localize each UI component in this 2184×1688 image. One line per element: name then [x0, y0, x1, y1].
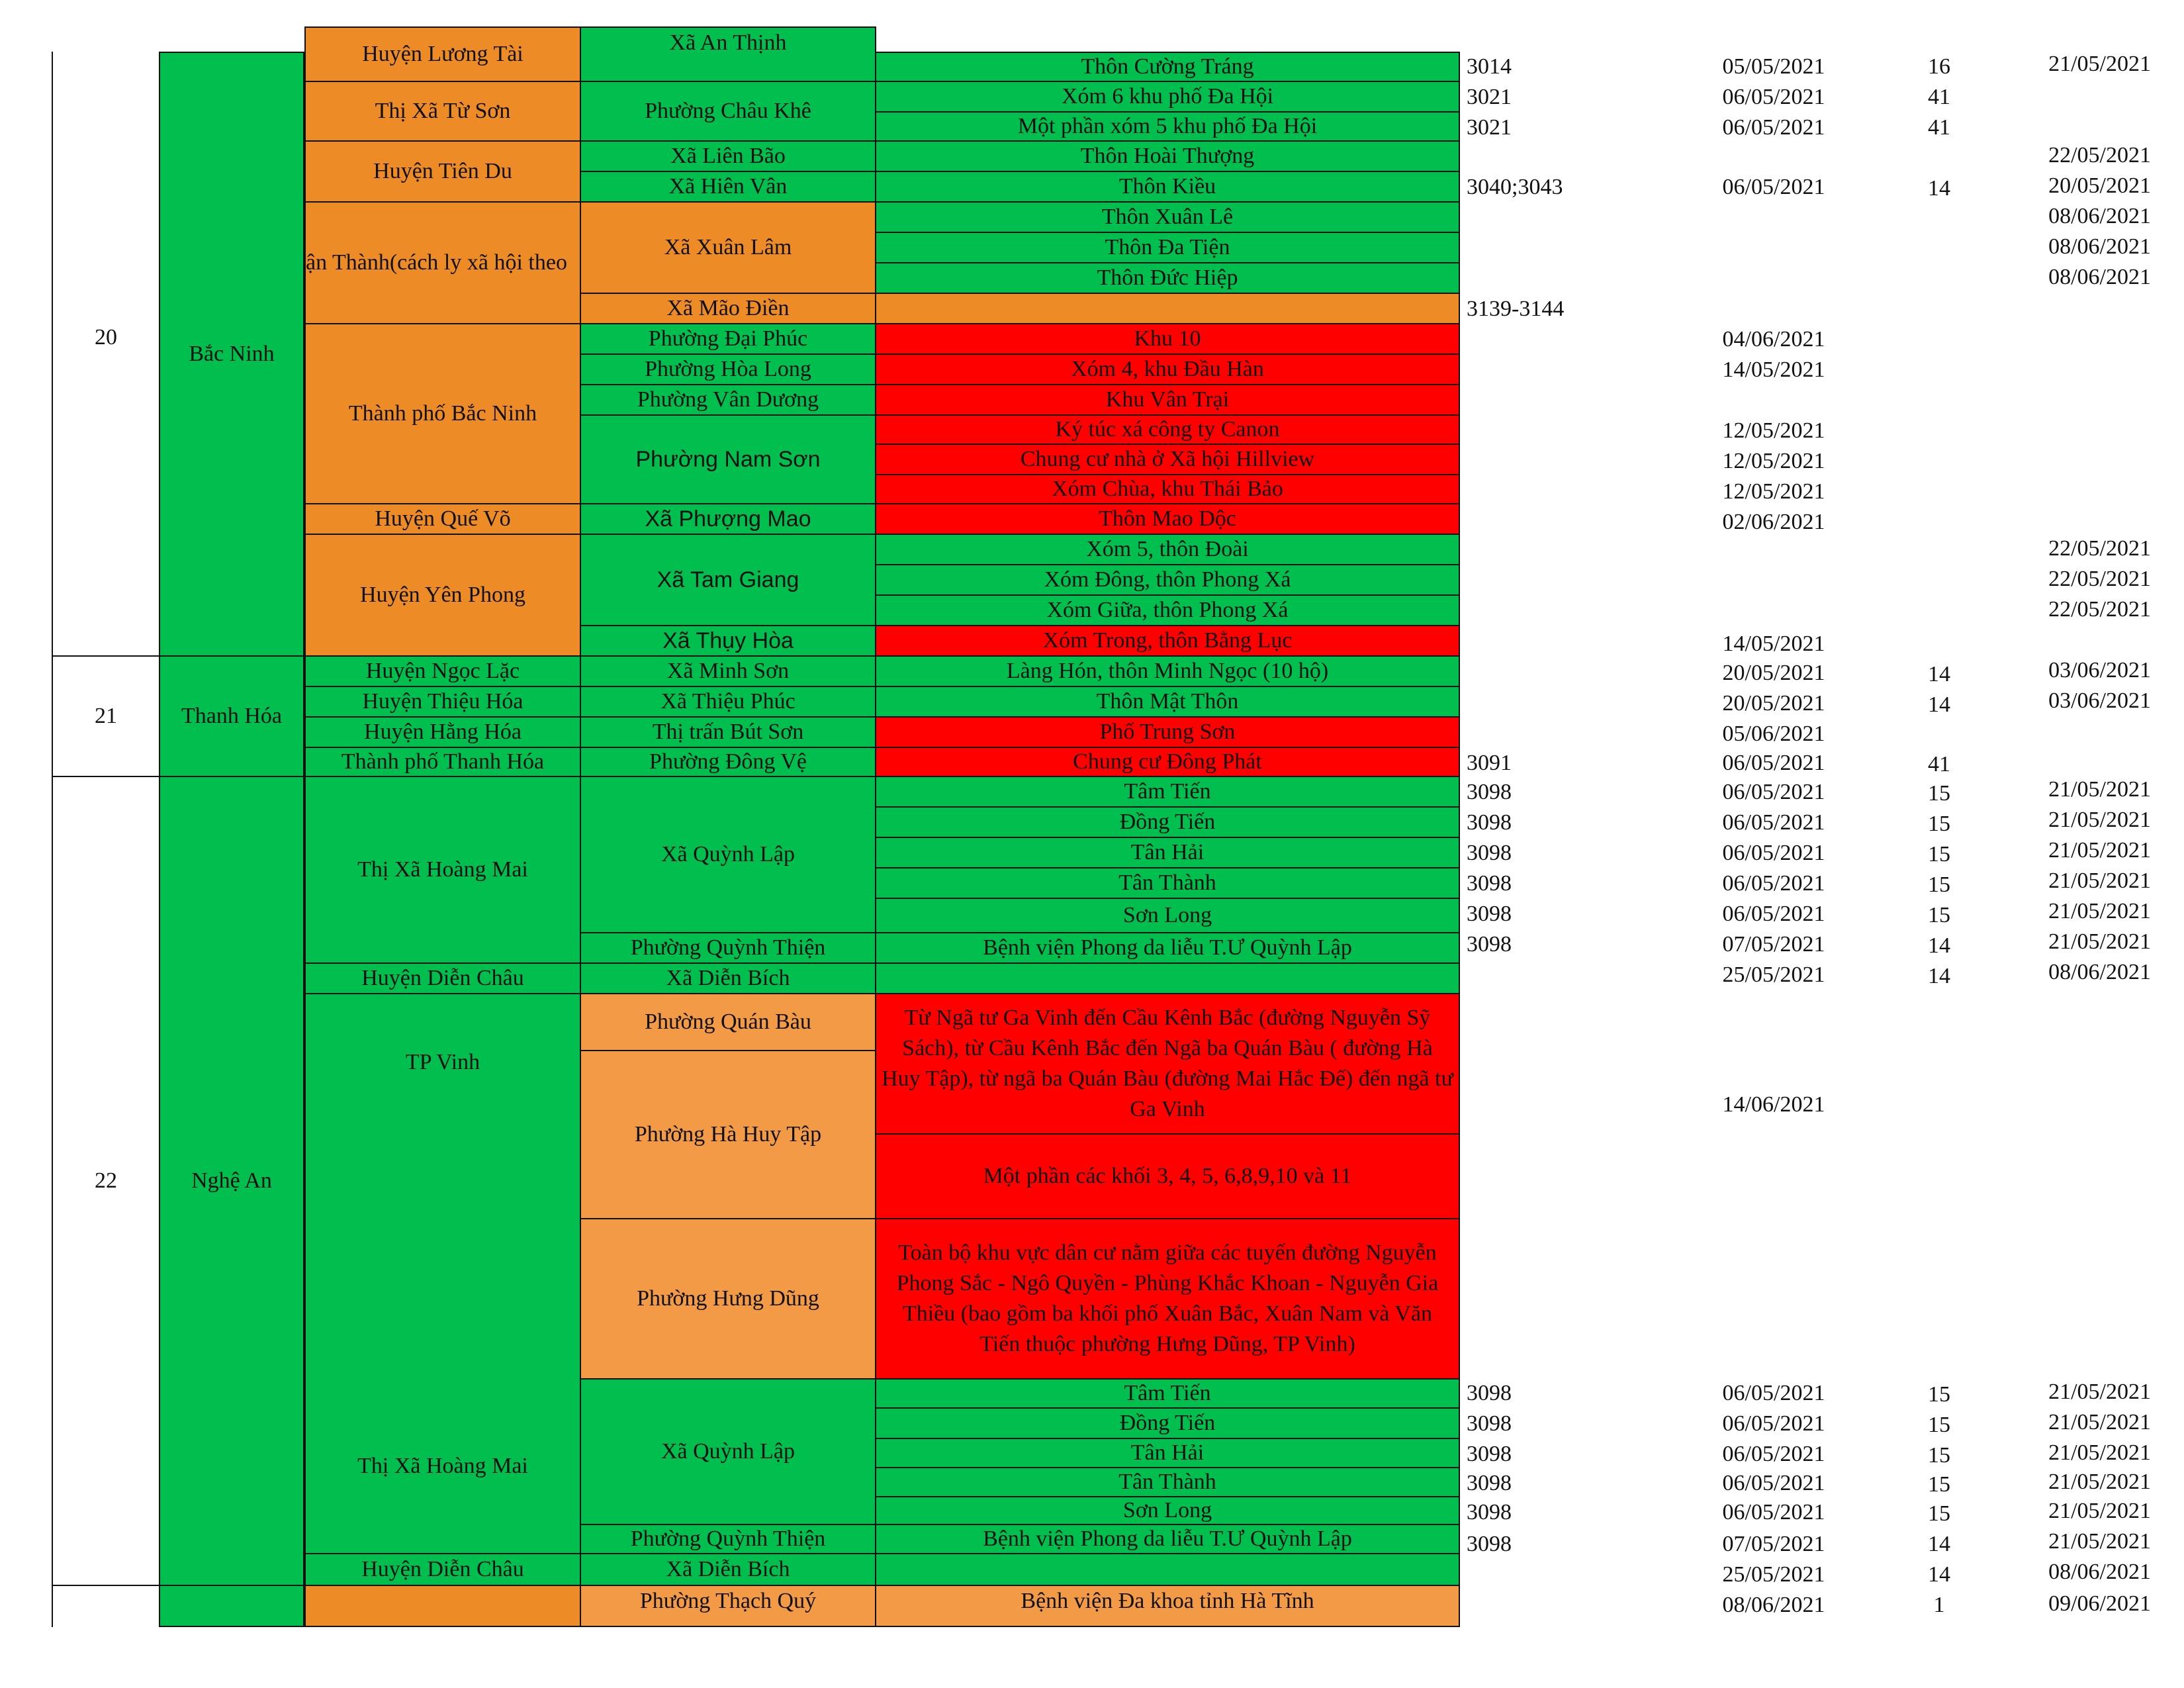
district-cell: Huyện Thiệu Hóa: [304, 686, 581, 718]
ward-cell: Phường Đông Vệ: [580, 747, 876, 777]
duration-days: 14: [1928, 964, 1950, 988]
end-date: 08/06/2021: [2048, 960, 2151, 984]
area-cell: Làng Hón, thôn Minh Ngọc (10 hộ): [875, 655, 1460, 687]
area-cell: Tân Hải: [875, 837, 1460, 868]
end-date: 21/05/2021: [2048, 1499, 2151, 1523]
end-date: 08/06/2021: [2048, 1560, 2151, 1584]
area-cell: Bệnh viện Phong da liễu T.Ư Quỳnh Lập: [875, 932, 1460, 964]
case-number: 3021: [1467, 115, 1512, 140]
end-date: 22/05/2021: [2048, 597, 2151, 622]
start-date: 05/05/2021: [1722, 54, 1825, 79]
start-date: 06/05/2021: [1722, 1500, 1825, 1524]
start-date: 12/05/2021: [1722, 479, 1825, 504]
ward-cell: Xã Diễn Bích: [580, 962, 876, 994]
district-cell: Thành phố Thanh Hóa: [304, 747, 581, 777]
duration-days: 14: [1928, 692, 1950, 717]
start-date: 06/05/2021: [1722, 871, 1825, 896]
case-number: 3040;3043: [1467, 175, 1563, 199]
ward-cell: Phường Quán Bàu: [580, 993, 876, 1051]
end-date: 09/06/2021: [2048, 1591, 2151, 1616]
ward-cell: Xã Minh Sơn: [580, 655, 876, 687]
area-cell: Phố Trung Sơn: [875, 716, 1460, 748]
start-date: 06/05/2021: [1722, 1471, 1825, 1495]
duration-days: 14: [1928, 176, 1950, 201]
ward-cell: Xã Quỳnh Lập: [580, 1378, 876, 1525]
province-cell: Thanh Hóa: [159, 655, 304, 777]
area-cell: Khu Vân Trại: [875, 384, 1460, 416]
ward-cell: Phường Thạch Quý: [580, 1585, 876, 1627]
start-date: 06/05/2021: [1722, 841, 1825, 865]
ward-cell: Phường Hưng Dũng: [580, 1218, 876, 1380]
case-number: 3098: [1467, 902, 1512, 926]
ward-cell: Xã Xuân Lâm: [580, 201, 876, 294]
start-date: 25/05/2021: [1722, 962, 1825, 987]
district-cell: Thành phố Bắc Ninh: [304, 323, 581, 504]
case-number: 3021: [1467, 85, 1512, 109]
area-cell: Xóm 6 khu phố Đa Hội: [875, 81, 1460, 113]
start-date: 06/05/2021: [1722, 115, 1825, 140]
start-date: 06/05/2021: [1722, 810, 1825, 835]
area-cell: Xóm Giữa, thôn Phong Xá: [875, 594, 1460, 626]
start-date: 20/05/2021: [1722, 661, 1825, 685]
grid-line: [52, 52, 53, 1627]
area-cell: Ký túc xá công ty Canon: [875, 414, 1460, 445]
end-date: 21/05/2021: [2048, 838, 2151, 863]
duration-days: 41: [1928, 85, 1950, 109]
ward-cell: Phường Hòa Long: [580, 353, 876, 385]
case-number: 3098: [1467, 1500, 1512, 1524]
district-cell: Huyện Ngọc Lặc: [304, 655, 581, 687]
end-date: 21/05/2021: [2048, 777, 2151, 802]
end-date: 08/06/2021: [2048, 265, 2151, 289]
duration-days: 15: [1928, 812, 1950, 836]
end-date: 21/05/2021: [2048, 52, 2151, 76]
ward-cell: Phường Quỳnh Thiện: [580, 1524, 876, 1554]
ward-cell: Xã Thụy Hòa: [580, 625, 876, 657]
start-date: 06/05/2021: [1722, 751, 1825, 775]
case-number: 3098: [1467, 1442, 1512, 1466]
duration-days: 41: [1928, 115, 1950, 140]
area-cell: Một phần các khối 3, 4, 5, 6,8,9,10 và 11: [875, 1133, 1460, 1219]
start-date: 07/05/2021: [1722, 1532, 1825, 1556]
area-cell: Tân Thành: [875, 867, 1460, 899]
ward-cell: Xã Quỳnh Lập: [580, 776, 876, 933]
duration-days: 15: [1928, 903, 1950, 927]
end-date: 21/05/2021: [2048, 1440, 2151, 1465]
area-cell: Thôn Hoài Thượng: [875, 140, 1460, 172]
end-date: 21/05/2021: [2048, 899, 2151, 923]
case-number: 3139-3144: [1467, 297, 1565, 321]
area-cell: Sơn Long: [875, 1496, 1460, 1525]
area-cell: Tâm Tiến: [875, 1378, 1460, 1409]
ward-cell: Xã Diễn Bích: [580, 1553, 876, 1586]
start-date: 02/06/2021: [1722, 510, 1825, 534]
duration-days: 15: [1928, 1472, 1950, 1497]
end-date: 21/05/2021: [2048, 929, 2151, 954]
duration-days: 14: [1928, 1532, 1950, 1556]
start-date: 06/05/2021: [1722, 1442, 1825, 1466]
area-cell: Bệnh viện Đa khoa tỉnh Hà Tĩnh: [875, 1585, 1460, 1627]
district-cell: Thị Xã Hoàng Mai: [306, 1417, 580, 1516]
ward-cell: Phường Vân Dương: [580, 384, 876, 416]
end-date: 08/06/2021: [2048, 204, 2151, 228]
case-number: 3098: [1467, 1471, 1512, 1495]
area-cell: Thôn Đa Tiện: [875, 232, 1460, 263]
duration-days: 15: [1928, 842, 1950, 867]
end-date: 20/05/2021: [2048, 173, 2151, 198]
area-cell: Bệnh viện Phong da liễu T.Ư Quỳnh Lập: [875, 1524, 1460, 1554]
area-cell: [875, 962, 1460, 994]
start-date: 06/05/2021: [1722, 1411, 1825, 1436]
grid-line: [52, 655, 159, 657]
case-number: 3098: [1467, 841, 1512, 865]
ward-cell: Phường Quỳnh Thiện: [580, 932, 876, 964]
district-cell: Huyện Tiên Du: [304, 140, 581, 203]
end-date: 21/05/2021: [2048, 1380, 2151, 1404]
area-cell: Sơn Long: [875, 898, 1460, 933]
area-cell: Tân Thành: [875, 1467, 1460, 1497]
start-date: 20/05/2021: [1722, 691, 1825, 716]
province-cell: Bắc Ninh: [159, 52, 304, 657]
start-date: 06/05/2021: [1722, 780, 1825, 804]
ward-cell: Xã Thiệu Phúc: [580, 686, 876, 718]
end-date: 03/06/2021: [2048, 658, 2151, 682]
end-date: 22/05/2021: [2048, 567, 2151, 591]
ward-cell: Phường Nam Sơn: [580, 414, 876, 504]
case-number: 3098: [1467, 1532, 1512, 1556]
end-date: 21/05/2021: [2048, 1529, 2151, 1554]
district-cell: Huyện Diễn Châu: [304, 1553, 581, 1586]
duration-days: 15: [1928, 1382, 1950, 1407]
ward-cell: Xã Hiên Vân: [580, 171, 876, 203]
case-number: 3098: [1467, 1411, 1512, 1436]
case-number: 3098: [1467, 871, 1512, 896]
area-cell: Xóm Đông, thôn Phong Xá: [875, 564, 1460, 596]
start-date: 12/05/2021: [1722, 418, 1825, 443]
duration-days: 14: [1928, 933, 1950, 958]
ward-cell: Phường Châu Khê: [580, 81, 876, 142]
duration-days: 41: [1928, 752, 1950, 776]
start-date: 14/06/2021: [1722, 1092, 1825, 1117]
district-cell: Huyện Lương Tài: [304, 26, 581, 82]
area-cell: Một phần xóm 5 khu phố Đa Hội: [875, 111, 1460, 142]
area-cell: [875, 1553, 1460, 1586]
province-cell: Nghệ An: [159, 776, 304, 1586]
district-cell: Thị Xã Từ Sơn: [304, 81, 581, 142]
district-cell: Huyện Diễn Châu: [304, 962, 581, 994]
district-cell: Huyện Hằng Hóa: [304, 716, 581, 748]
duration-days: 15: [1928, 1501, 1950, 1526]
start-date: 05/06/2021: [1722, 722, 1825, 746]
end-date: 22/05/2021: [2048, 536, 2151, 561]
area-cell: Tâm Tiến: [875, 776, 1460, 808]
start-date: 14/05/2021: [1722, 632, 1825, 656]
area-cell: Tân Hải: [875, 1438, 1460, 1468]
case-number: 3098: [1467, 810, 1512, 835]
district-cell: Huyện Quế Võ: [304, 503, 581, 535]
area-cell: Xóm 4, khu Đầu Hàn: [875, 353, 1460, 385]
start-date: 06/05/2021: [1722, 85, 1825, 109]
area-cell: [875, 293, 1460, 324]
end-date: 03/06/2021: [2048, 688, 2151, 713]
district-cell: TP Vinh: [304, 993, 581, 1554]
ward-cell: Xã Mão Điền: [580, 293, 876, 324]
area-cell: Thôn Mao Dộc: [875, 503, 1460, 535]
end-date: 21/05/2021: [2048, 868, 2151, 893]
start-date: 12/05/2021: [1722, 449, 1825, 473]
duration-days: 15: [1928, 781, 1950, 806]
start-date: 25/05/2021: [1722, 1562, 1825, 1587]
case-number: 3098: [1467, 780, 1512, 804]
end-date: 21/05/2021: [2048, 1470, 2151, 1494]
ward-cell: Xã An Thịnh: [580, 26, 876, 82]
duration-days: 14: [1928, 662, 1950, 686]
duration-days: 15: [1928, 1413, 1950, 1437]
area-cell: Xóm Trong, thôn Bằng Lục: [875, 625, 1460, 657]
start-date: 07/05/2021: [1722, 932, 1825, 957]
start-date: 04/06/2021: [1722, 327, 1825, 352]
start-date: 06/05/2021: [1722, 175, 1825, 199]
end-date: 21/05/2021: [2048, 1410, 2151, 1434]
area-cell: Đồng Tiến: [875, 806, 1460, 838]
area-cell: Chung cư Đông Phát: [875, 747, 1460, 777]
grid-line: [52, 776, 159, 777]
area-cell: Thôn Kiều: [875, 171, 1460, 203]
duration-days: 16: [1928, 54, 1950, 79]
case-number: 3098: [1467, 932, 1512, 957]
start-date: 08/06/2021: [1722, 1593, 1825, 1617]
ward-cell: Xã Tam Giang: [580, 534, 876, 626]
grid-line: [52, 1585, 159, 1586]
end-date: 21/05/2021: [2048, 808, 2151, 832]
area-cell: Khu 10: [875, 323, 1460, 355]
district-cell: [304, 1585, 581, 1627]
area-cell: Thôn Xuân Lê: [875, 201, 1460, 233]
ward-cell: Thị trấn Bút Sơn: [580, 716, 876, 748]
duration-days: 14: [1928, 1562, 1950, 1587]
area-cell: Xóm Chùa, khu Thái Bảo: [875, 474, 1460, 504]
area-cell: Từ Ngã tư Ga Vinh đến Cầu Kênh Bắc (đường Nguyễn Sỹ Sách), từ Cầu Kênh Bắc đến Ngã ba Quán Bàu ( đường Hà Huy Tập), từ ngã ba Quán Bàu (đường Mai Hắc Đế) đến ngã tư Ga Vinh: [875, 993, 1460, 1135]
area-cell: Toàn bộ khu vực dân cư nằm giữa các tuyến đường Nguyễn Phong Sắc - Ngô Quyền - Phùng Khắc Khoan - Nguyễn Gia Thiều (bao gồm ba khối phố Xuân Bắc, Xuân Nam và Văn Tiến thuộc phường Hưng Dũng, TP Vinh): [875, 1218, 1460, 1380]
ward-cell: Xã Liên Bão: [580, 140, 876, 172]
ward-cell: Phường Hà Huy Tập: [580, 1050, 876, 1219]
stt-cell: 20: [95, 325, 117, 350]
case-number: 3091: [1467, 751, 1512, 775]
area-cell: Chung cư nhà ở Xã hội Hillview: [875, 444, 1460, 475]
area-cell: Thôn Cường Tráng: [875, 52, 1460, 82]
area-cell: Xóm 5, thôn Đoài: [875, 534, 1460, 565]
end-date: 22/05/2021: [2048, 143, 2151, 167]
district-cell: ận Thành(cách ly xã hội theo: [304, 201, 581, 324]
duration-days: 1: [1933, 1593, 1945, 1617]
area-cell: Thôn Đức Hiệp: [875, 262, 1460, 294]
end-date: 08/06/2021: [2048, 234, 2151, 259]
start-date: 14/05/2021: [1722, 357, 1825, 382]
province-cell: [159, 1585, 304, 1627]
area-cell: Đồng Tiến: [875, 1407, 1460, 1439]
district-cell: Thị Xã Hoàng Mai: [304, 776, 581, 964]
stt-cell: 21: [95, 704, 117, 728]
district-cell: Huyện Yên Phong: [304, 534, 581, 657]
case-number: 3098: [1467, 1381, 1512, 1405]
stt-cell: 22: [95, 1168, 117, 1193]
start-date: 06/05/2021: [1722, 1381, 1825, 1405]
duration-days: 15: [1928, 872, 1950, 897]
ward-cell: Xã Phượng Mao: [580, 503, 876, 535]
case-number: 3014: [1467, 54, 1512, 79]
duration-days: 15: [1928, 1443, 1950, 1468]
start-date: 06/05/2021: [1722, 902, 1825, 926]
ward-cell: Phường Đại Phúc: [580, 323, 876, 355]
area-cell: Thôn Mật Thôn: [875, 686, 1460, 718]
